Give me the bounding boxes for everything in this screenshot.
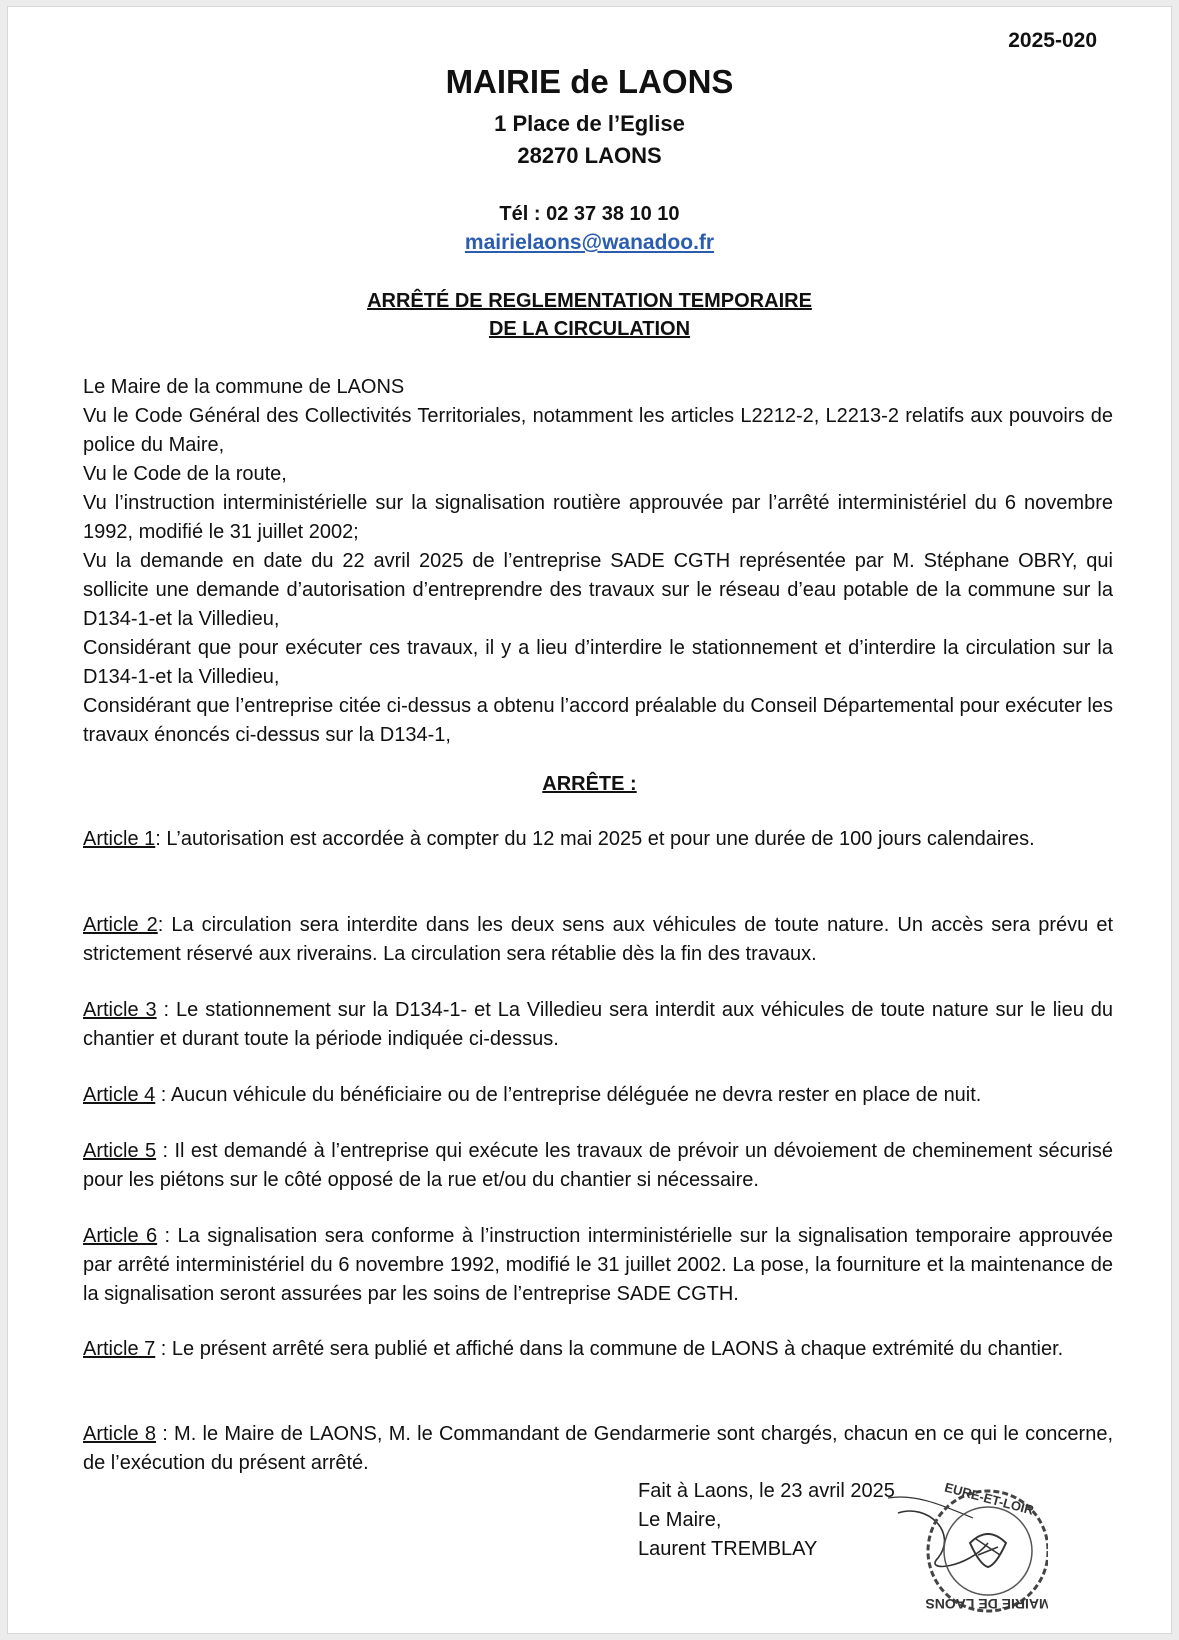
article-1 [83,825,1113,854]
article-separator: : [157,1225,178,1247]
article-3 [83,996,1113,1054]
preamble-line: Le Maire de la commune de LAONS [83,376,405,398]
article-label: Article 4 [83,1084,156,1106]
address-line-1: 1 Place de l’Eglise [494,111,685,136]
email-link[interactable]: mairielaons@wanadoo.fr [464,231,715,254]
article-label: Article 3 [83,999,157,1021]
article-label: Article 2 [83,914,158,936]
official-seal-icon [878,1473,1048,1628]
article-separator: : [156,1140,175,1162]
arrete-title-line-1: ARRÊTÉ DE REGLEMENTATION TEMPORAIRE [367,290,812,312]
signatory-name: Laurent TREMBLAY [638,1538,818,1560]
preamble-line: Vu le Code Général des Collectivités Territoriales, notamment les articles L2212-2, L2213-2 relatifs aux pouvoirs de police du Maire, [83,405,1113,456]
article-text: L’autorisation est accordée à compter du 12 mai 2025 et pour une durée de 100 jours calendaires. [166,828,1035,850]
preamble-line: Vu le Code de la route, [83,463,287,485]
email-container [8,231,1171,255]
arrete-title [8,287,1171,343]
preamble-line: Considérant que pour exécuter ces travaux, il y a lieu d’interdire le stationnement et d’interdire la circulation sur la D134-1-et la Villedieu, [83,637,1113,688]
article-2 [83,911,1113,969]
article-separator: : [157,914,172,936]
article-text: Le présent arrêté sera publié et affiché dans la commune de LAONS à chaque extrémité du chantier. [171,1338,1064,1360]
article-label: Article 7 [83,1338,156,1360]
svg-text:EURE-ET-LOIR: EURE-ET-LOIR [942,1479,1036,1518]
document-number: 2025-020 [1008,29,1097,52]
article-4 [83,1081,1113,1110]
article-6 [83,1222,1113,1309]
preamble [83,373,1113,750]
document-page [7,6,1172,1634]
preamble-line: Vu l’instruction interministérielle sur la signalisation routière approuvée par l’arrêté interministériel du 6 novembre 1992, modifié le 31 juillet 2002; [83,492,1113,543]
signature-block [638,1477,895,1564]
preamble-line: Vu la demande en date du 22 avril 2025 de l’entreprise SADE CGTH représentée par M. Stéphane OBRY, qui sollicite une demande d’autorisation d’entreprendre des travaux sur le réseau d’eau potable de la commune sur la D134-1-et la Villedieu, [83,550,1113,630]
article-text: La circulation sera interdite dans les deux sens aux véhicules de toute nature. Un accès sera prévu et strictement réservé aux riverains. La circulation sera rétablie dès la fin des travaux. [83,914,1113,965]
preamble-line: Considérant que l’entreprise citée ci-dessus a obtenu l’accord préalable du Conseil Départemental pour exécuter les travaux énoncés ci-dessus sur la D134-1, [83,695,1113,746]
article-5 [83,1137,1113,1195]
article-text: Le stationnement sur la D134-1- et La Villedieu sera interdit aux véhicules de toute nature sur le lieu du chantier et durant toute la période indiquée ci-dessus. [83,999,1114,1050]
article-7 [83,1335,1113,1364]
article-separator: : [155,1423,175,1445]
article-separator: : [155,828,167,850]
arrete-heading: ARRÊTE : [542,773,637,795]
article-8 [83,1420,1113,1478]
mairie-title: MAIRIE de LAONS [445,63,734,100]
article-label: Article 1 [83,828,156,850]
article-text: La signalisation sera conforme à l’instruction interministérielle sur la signalisation temporaire approuvée par arrêté interministériel du 6 novembre 1992, modifié le 31 juillet 2002. La pose, la fourniture et la maintenance de la signalisation seront assurées par les soins de l’entreprise SADE CGTH. [83,1225,1114,1305]
article-label: Article 8 [83,1423,156,1445]
article-label: Article 6 [83,1225,158,1247]
article-separator: : [155,1338,172,1360]
article-text: M. le Maire de LAONS, M. le Commandant de Gendarmerie sont chargés, chacun en ce qui le concerne, de l’exécution du présent arrêté. [83,1423,1114,1474]
article-label: Article 5 [83,1140,157,1162]
article-separator: : [155,1084,171,1106]
svg-text:MAIRIE DE LAONS: MAIRIE DE LAONS [925,1596,1048,1612]
article-text: Aucun véhicule du bénéficiaire ou de l’entreprise déléguée ne devra rester en place de nuit. [170,1084,982,1106]
article-separator: : [156,999,177,1021]
signatory-role: Le Maire, [638,1509,722,1531]
place-date: Fait à Laons, le 23 avril 2025 [638,1480,895,1502]
arrete-title-line-2: DE LA CIRCULATION [488,318,691,340]
telephone: Tél : 02 37 38 10 10 [499,203,680,225]
article-text: Il est demandé à l’entreprise qui exécute les travaux de prévoir un dévoiement de cheminement sécurisé pour les piétons sur le côté opposé de la rue et/ou du chantier si nécessaire. [83,1140,1114,1191]
address-line-2: 28270 LAONS [517,143,662,168]
